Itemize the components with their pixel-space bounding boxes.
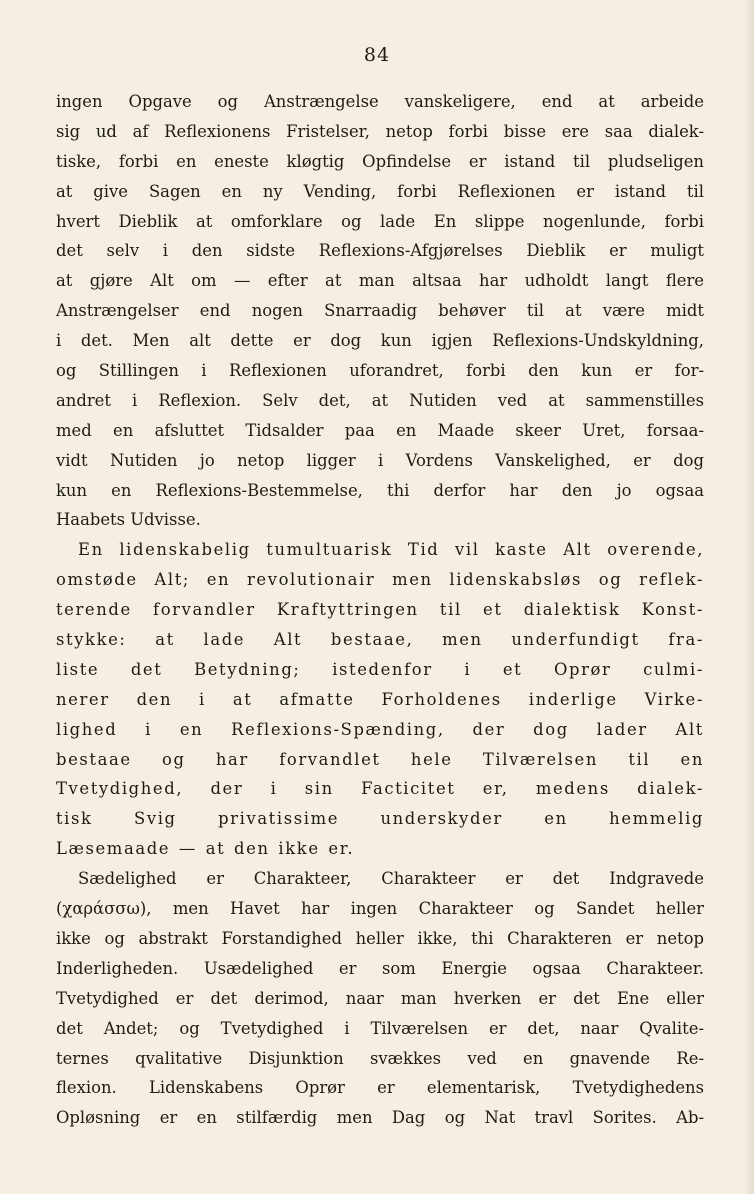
- text-line: omstøde Alt; en revolutionair men lidenskabsløs og reflek-: [56, 570, 704, 590]
- text-line: andret i Reflexion. Selv det, at Nutiden ved at sammenstilles: [56, 390, 704, 410]
- text-line: i det. Men alt dette er dog kun igjen Reflexions-Undskyldning,: [56, 331, 704, 351]
- text-line: tiske, forbi en eneste kløgtig Opfindelse er istand til pludseligen: [56, 151, 704, 171]
- text-line: at gjøre Alt om — efter at man altsaa har udholdt langt flere: [56, 271, 704, 291]
- text-line: (χαράσσω), men Havet har ingen Charakteer og Sandet heller: [56, 899, 704, 919]
- page-number: 84: [363, 44, 391, 66]
- text-line: tisk Svig privatissime underskyder en hemmelig: [56, 809, 704, 829]
- text-line: vidt Nutiden jo netop ligger i Vordens Vanskelighed, er dog: [56, 450, 704, 470]
- text-line: sig ud af Reflexionens Fristelser, netop forbi bisse ere saa dialek-: [56, 121, 704, 141]
- page-body-text: [56, 87, 704, 1133]
- text-line: Tvetydighed er det derimod, naar man hverken er det Ene eller: [56, 988, 704, 1008]
- text-line: bestaae og har forvandlet hele Tilværelsen til en: [56, 749, 704, 769]
- text-line: og Stillingen i Reflexionen uforandret, forbi den kun er for-: [56, 361, 704, 381]
- text-line: det Andet; og Tvetydighed i Tilværelsen er det, naar Qvalite-: [56, 1018, 704, 1038]
- text-line: ternes qvalitative Disjunktion svækkes ved en gnavende Re-: [56, 1048, 704, 1068]
- text-line: at give Sagen en ny Vending, forbi Reflexionen er istand til: [56, 181, 704, 201]
- text-line: liste det Betydning; istedenfor i et Oprør culmi-: [56, 659, 704, 679]
- text-line: stykke: at lade Alt bestaae, men underfundigt fra-: [56, 630, 704, 650]
- text-line: hvert Dieblik at omforklare og lade En slippe nogenlunde, forbi: [56, 211, 704, 231]
- text-line: terende forvandler Kraftyttringen til et dialektisk Konst-: [56, 600, 704, 620]
- text-line: En lidenskabelig tumultuarisk Tid vil kaste Alt overende,: [78, 540, 704, 560]
- text-line: Læsemaade — at den ikke er.: [56, 839, 355, 859]
- text-line: det selv i den sidste Reflexions-Afgjørelses Dieblik er muligt: [56, 241, 704, 261]
- text-line: Anstrængelser end nogen Snarraadig behøver til at være midt: [56, 301, 704, 321]
- text-line: Inderligheden. Usædelighed er som Energie ogsaa Charakteer.: [56, 958, 704, 978]
- text-line: Tvetydighed, der i sin Facticitet er, medens dialek-: [56, 779, 704, 799]
- text-line: flexion. Lidenskabens Oprør er elementarisk, Tvetydighedens: [56, 1078, 704, 1098]
- text-line: nerer den i at afmatte Forholdenes inderlige Virke-: [56, 689, 704, 709]
- text-line: med en afsluttet Tidsalder paa en Maade skeer Uret, forsaa-: [56, 420, 704, 440]
- text-line: Sædelighed er Charakteer, Charakteer er det Indgravede: [78, 869, 704, 889]
- text-line: ikke og abstrakt Forstandighed heller ikke, thi Charakteren er netop: [56, 928, 704, 948]
- text-line: kun en Reflexions-Bestemmelse, thi derfor har den jo ogsaa: [56, 480, 704, 500]
- text-line: Opløsning er en stilfærdig men Dag og Nat travl Sorites. Ab-: [56, 1108, 704, 1128]
- text-line: lighed i en Reflexions-Spænding, der dog lader Alt: [56, 719, 704, 739]
- text-line: Haabets Udvisse.: [56, 510, 201, 530]
- text-line: ingen Opgave og Anstrængelse vanskeligere, end at arbeide: [56, 92, 704, 111]
- page-edge-shadow: [744, 0, 754, 1194]
